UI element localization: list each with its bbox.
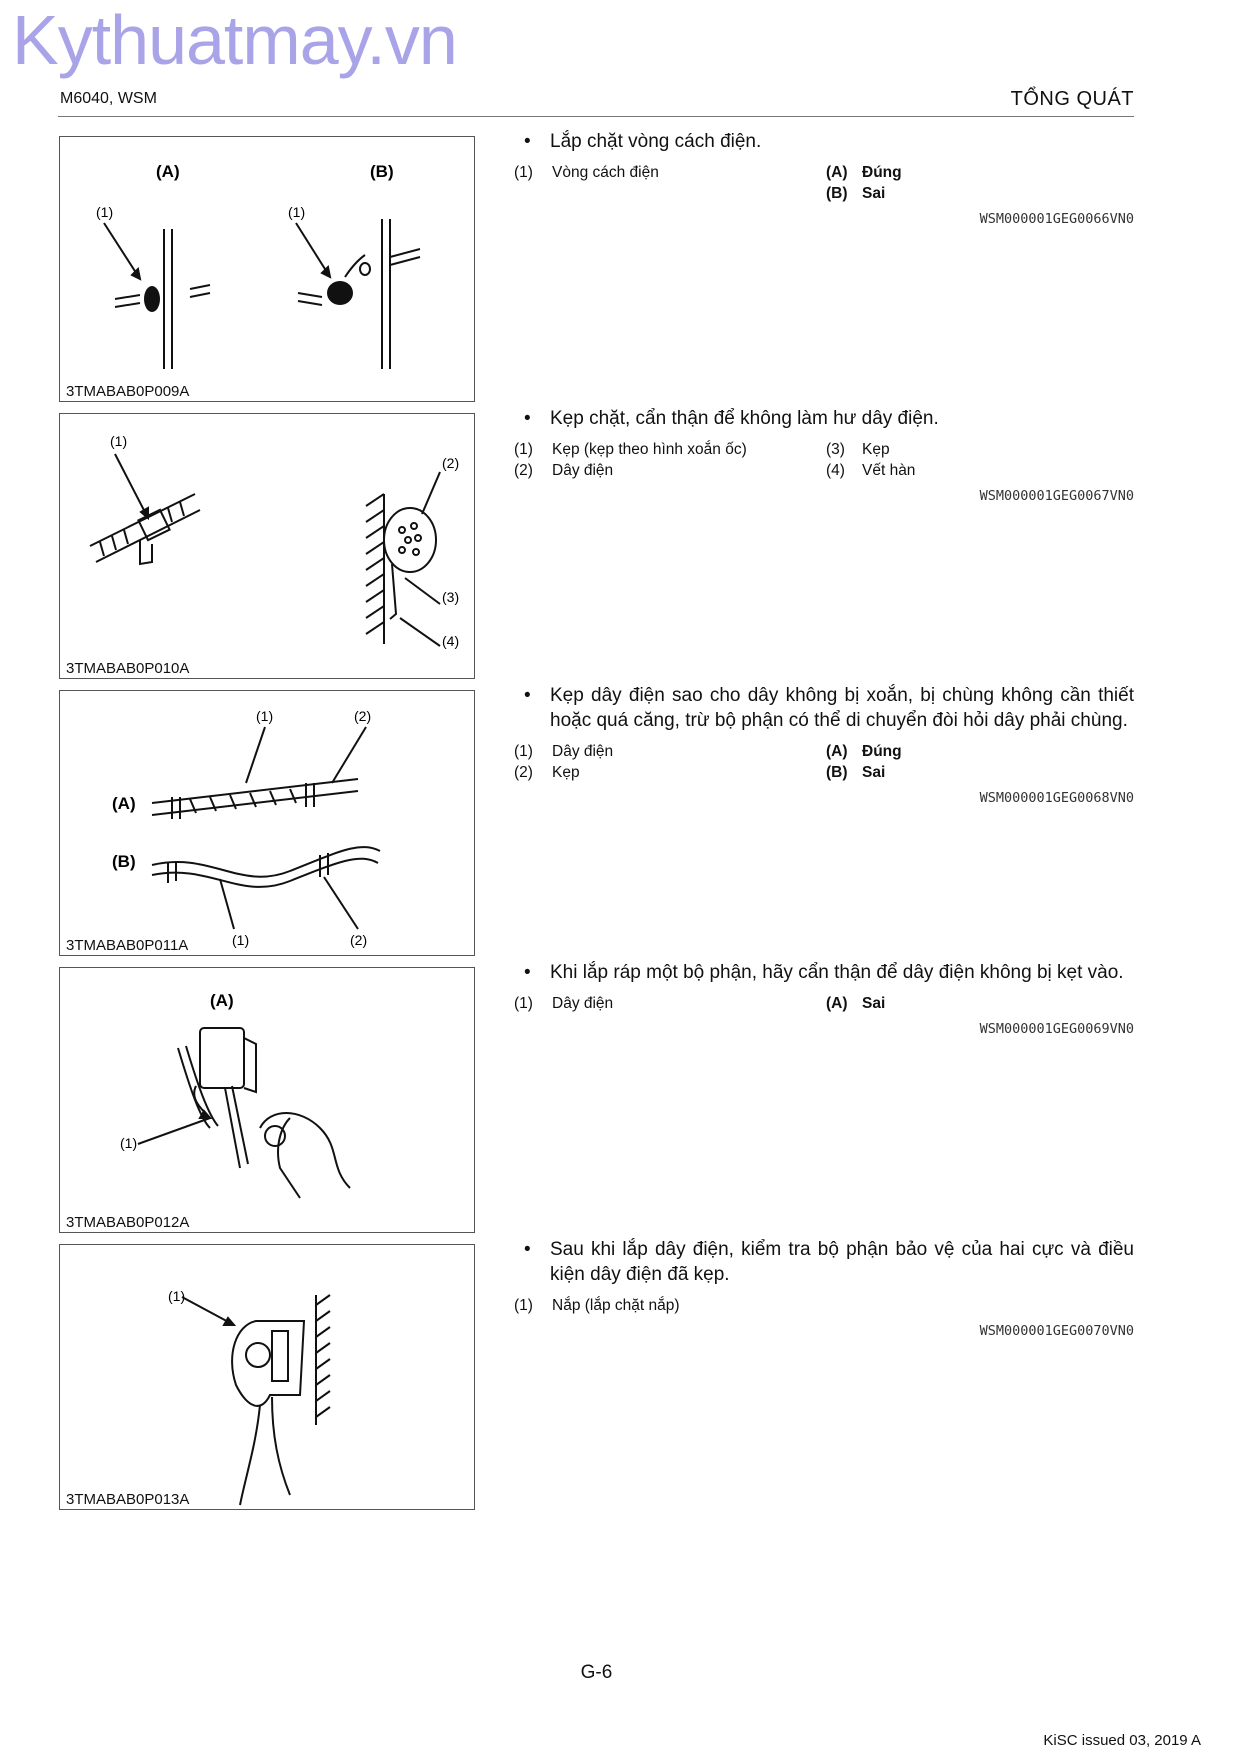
document-code: WSM000001GEG0069VN0 [979,1021,1134,1037]
terminal-cover-illustration [60,1245,476,1511]
fig2-callout-3: (3) [442,589,460,605]
bullet-dot: • [524,131,531,152]
grommet-illustration [60,137,476,403]
figure-caption: 3TMABAB0P010A [66,660,190,677]
fig1-callout-1a: (1) [96,204,114,220]
figure-clamp-slack [59,690,475,956]
section-clamp-carefully [514,406,1134,504]
document-code: WSM000001GEG0066VN0 [979,211,1134,227]
legend-list [514,164,1134,206]
legend-list [514,743,1134,785]
legend-list [514,1297,1134,1318]
bullet-dot: • [524,408,531,429]
legend-row: (1) Dây điện (A) Sai [514,995,886,1012]
document-code: WSM000001GEG0070VN0 [979,1323,1134,1339]
legend-row: (1) Kẹp (kẹp theo hình xoắn ốc) (3) Kẹp [514,441,890,458]
figure-assembly-pinch [59,967,475,1233]
fig2-callout-4: (4) [442,633,460,649]
fig1-label-a: (A) [156,162,180,181]
footer-issue: KiSC issued 03, 2019 A [1043,1732,1201,1749]
page-number: G-6 [580,1662,613,1683]
legend-list [514,441,1134,483]
figure-grommet [59,136,475,402]
fig4-label-a: (A) [210,991,234,1010]
fig5-callout-1: (1) [168,1288,186,1304]
section-assembly [514,960,1134,1037]
figure-caption: 3TMABAB0P011A [66,937,189,954]
instruction-text: Sau khi lắp dây điện, kiểm tra bộ phận bảo vệ của hai cực và điều kiện dây điện đã kẹp. [550,1239,1134,1285]
legend-row: (1) Dây điện (A) Đúng [514,743,902,760]
fig3-callout-2-top: (2) [354,708,372,724]
instruction-text: Kẹp chặt, cẩn thận để không làm hư dây điện. [550,408,939,429]
legend-list [514,995,1134,1016]
fig1-label-b: (B) [370,162,394,181]
legend-row: (B) Sai [826,185,886,202]
document-code: WSM000001GEG0067VN0 [979,488,1134,504]
bullet-dot: • [524,1239,531,1260]
instruction-text: Khi lắp ráp một bộ phận, hãy cẩn thận để dây điện không bị kẹt vào. [550,962,1124,983]
header-model: M6040, WSM [60,90,157,107]
clamp-illustration [60,414,476,680]
bullet-dot: • [524,962,531,983]
legend-row: (2) Dây điện (4) Vết hàn [514,462,916,479]
watermark: Kythuatmay.vn [12,1,457,79]
figure-clamp-spiral [59,413,475,679]
instruction-text: Kẹp dây điện sao cho dây không bị xoắn, bị chùng không cần thiết hoặc quá căng, trừ bộ phận có thể di chuyển đòi hỏi dây phải chùng. [550,685,1134,731]
fig1-callout-1b: (1) [288,204,306,220]
fig3-callout-1-bottom: (1) [232,932,250,948]
fig2-callout-1: (1) [110,433,128,449]
fig3-label-a: (A) [112,794,136,813]
legend-row: (1) Vòng cách điện (A) Đúng [514,164,902,181]
figure-caption: 3TMABAB0P012A [66,1214,190,1231]
figure-terminal-cover [59,1244,475,1510]
fig4-callout-1: (1) [120,1135,138,1151]
section-clamp-slack [514,683,1134,806]
section-terminal-check [514,1237,1134,1339]
section-grommet [514,129,1134,227]
legend-row: (1) Nắp (lắp chặt nắp) [514,1297,680,1314]
figure-caption: 3TMABAB0P009A [66,383,190,400]
header-section-title: TỔNG QUÁT [1010,88,1134,110]
bullet-dot: • [524,685,531,706]
fig3-callout-1-top: (1) [256,708,274,724]
fig3-label-b: (B) [112,852,136,871]
figure-caption: 3TMABAB0P013A [66,1491,190,1508]
header-rule [58,116,1134,117]
legend-row: (2) Kẹp (B) Sai [514,764,886,781]
instruction-text: Lắp chặt vòng cách điện. [550,131,762,152]
fig2-callout-2: (2) [442,455,460,471]
slack-illustration [60,691,476,957]
document-code: WSM000001GEG0068VN0 [979,790,1134,806]
pinch-illustration [60,968,476,1234]
fig3-callout-2-bottom: (2) [350,932,368,948]
